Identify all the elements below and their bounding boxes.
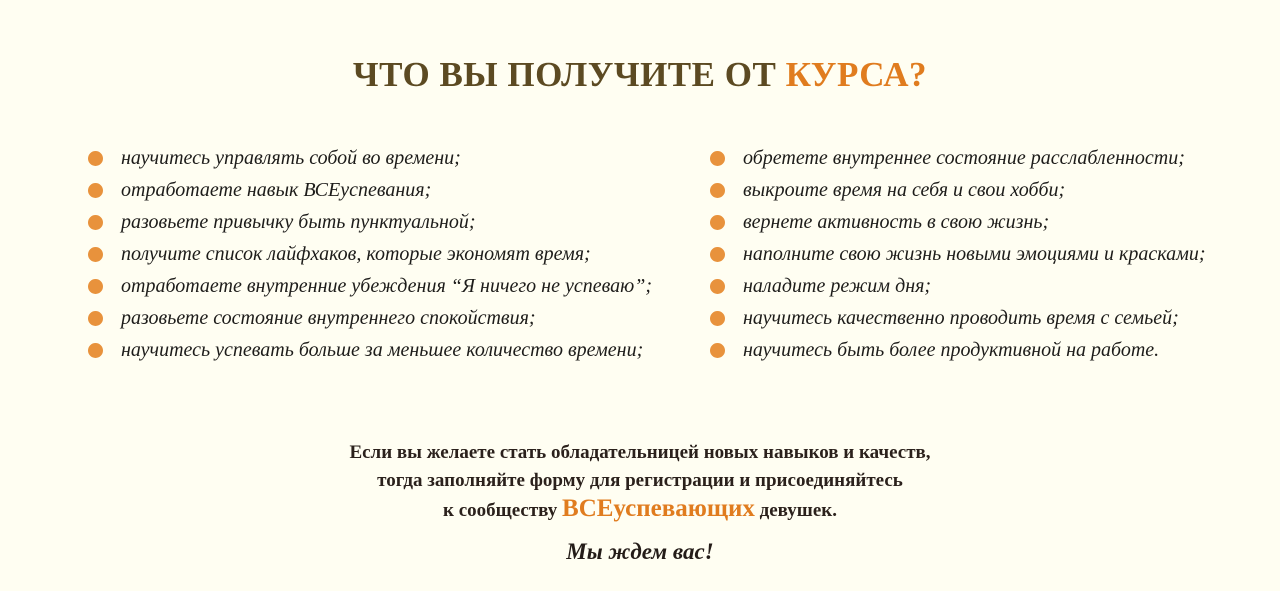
benefit-text: получите список лайфхаков, которые экономят время; [121,243,591,265]
bullet-icon [88,183,103,198]
bullet-icon [88,343,103,358]
list-item [710,239,1240,271]
closing-text: Мы ждем вас! [566,538,714,564]
list-item [710,271,1240,303]
list-item [710,303,1240,335]
page-title-accent: КУРСА? [785,55,928,94]
cta-line-2: тогда заполняйте форму для регистрации и присоединяйтесь [377,469,903,491]
bullet-icon [710,343,725,358]
benefit-text: научитесь быть более продуктивной на работе. [743,339,1160,361]
benefits-list-right [710,143,1240,367]
list-item [88,175,710,207]
page-title-main: ЧТО ВЫ ПОЛУЧИТЕ ОТ [352,55,777,94]
benefit-text: наладите режим дня; [743,275,932,297]
benefits-columns [0,143,1280,367]
cta-line-3 [0,495,1280,525]
list-item [710,335,1240,367]
cta-line-3-accent: ВСЕуспевающих [562,494,755,522]
bullet-icon [88,215,103,230]
list-item [710,143,1240,175]
benefit-text: выкроите время на себя и свои хобби; [743,179,1066,201]
benefit-text: вернете активность в свою жизнь; [743,211,1050,233]
bullet-icon [88,279,103,294]
bullet-icon [88,151,103,166]
list-item [710,175,1240,207]
cta-line-1: Если вы желаете стать обладательницей новых навыков и качеств, [349,441,931,463]
list-item [88,143,710,175]
benefits-list-left [88,143,710,367]
list-item [88,207,710,239]
bullet-icon [88,247,103,262]
cta-line-3-suffix: девушек. [759,499,837,521]
benefit-text: научитесь управлять собой во времени; [121,147,461,169]
bullet-icon [710,151,725,166]
bullet-icon [710,215,725,230]
bullet-icon [710,311,725,326]
benefit-text: разовьете привычку быть пунктуальной; [121,211,476,233]
benefit-text: наполните свою жизнь новыми эмоциями и красками; [743,243,1206,265]
cta-line-3-prefix: к сообществу [443,499,558,521]
list-item [88,303,710,335]
bullet-icon [710,247,725,262]
benefit-text: разовьете состояние внутреннего спокойствия; [121,307,536,329]
cta-paragraph [0,439,1280,525]
list-item [88,271,710,303]
benefit-text: обретете внутреннее состояние расслабленности; [743,147,1185,169]
benefit-text: отработаете навык ВСЕуспевания; [121,179,432,201]
list-item [710,207,1240,239]
benefit-text: научитесь успевать больше за меньшее количество времени; [121,339,644,361]
list-item [88,335,710,367]
bullet-icon [710,183,725,198]
bullet-icon [710,279,725,294]
benefit-text: отработаете внутренние убеждения “Я ничего не успеваю”; [121,275,653,297]
page-title [0,0,1280,95]
benefit-text: научитесь качественно проводить время с семьей; [743,307,1179,329]
bullet-icon [88,311,103,326]
list-item [88,239,710,271]
